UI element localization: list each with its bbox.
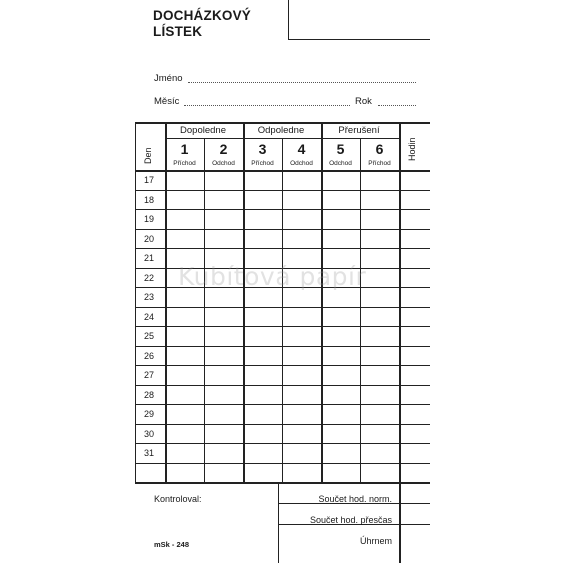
- column-label-5: Odchod: [329, 160, 352, 167]
- group-break: Přerušení: [338, 125, 380, 136]
- year-label: Rok: [355, 96, 372, 107]
- column-number-4: 4: [297, 141, 306, 157]
- group-border: [321, 122, 323, 482]
- column-number-6: 6: [375, 141, 384, 157]
- day-label: 20: [143, 233, 154, 244]
- column-label-4: Odchod: [290, 160, 313, 167]
- column-number-2: 2: [219, 141, 228, 157]
- form-title-line1: DOCHÁZKOVÝ: [153, 8, 252, 23]
- total-label: Úhrnem: [359, 536, 392, 546]
- day-label: 31: [143, 448, 154, 458]
- column-line: [282, 138, 283, 482]
- column-number-3: 3: [258, 141, 267, 157]
- column-label-3: Příchod: [251, 160, 274, 167]
- day-header: Den: [143, 147, 153, 164]
- header-box-bottom-border: [288, 39, 430, 40]
- column-label-2: Odchod: [212, 160, 235, 167]
- column-number-5: 5: [336, 141, 345, 157]
- day-label: 24: [143, 311, 154, 322]
- group-morning: Dopoledne: [180, 125, 226, 136]
- day-label: 30: [143, 428, 154, 439]
- group-afternoon: Odpoledne: [257, 125, 305, 136]
- column-label-6: Příchod: [368, 160, 391, 167]
- day-label: 17: [143, 175, 154, 185]
- name-field[interactable]: [188, 82, 416, 83]
- footer-hours-border: [399, 482, 401, 563]
- year-field[interactable]: [378, 105, 416, 106]
- hours-header: Hodin: [407, 137, 417, 161]
- sum-normal-label: Součet hod. norm.: [318, 494, 392, 504]
- column-label-1: Příchod: [173, 160, 196, 167]
- day-label: 28: [143, 389, 154, 400]
- day-label: 19: [143, 214, 154, 224]
- group-border: [243, 122, 245, 482]
- name-label: Jméno: [154, 73, 183, 84]
- table-top-border: [135, 122, 430, 124]
- day-label: 27: [143, 370, 154, 380]
- day-column-border: [165, 122, 167, 482]
- day-label: 23: [143, 292, 154, 302]
- month-field[interactable]: [184, 105, 350, 106]
- day-label: 18: [143, 194, 154, 205]
- column-line: [360, 138, 361, 482]
- day-label: 26: [143, 350, 154, 361]
- day-label: 21: [143, 253, 154, 263]
- column-number-1: 1: [180, 141, 189, 157]
- header-box-left-border: [288, 0, 289, 40]
- day-label: 29: [143, 409, 154, 419]
- column-line: [204, 138, 205, 482]
- hours-column-border: [399, 122, 401, 482]
- day-label: 25: [143, 331, 154, 341]
- form-code: mSk - 248: [154, 540, 190, 549]
- watermark: Kubítová papír: [178, 262, 367, 291]
- checked-by-label: Kontroloval:: [154, 494, 202, 504]
- month-label: Měsíc: [154, 96, 180, 107]
- footer-divider: [278, 482, 279, 563]
- form-title-line2: LÍSTEK: [153, 24, 203, 39]
- sum-overtime-label: Součet hod. přesčas: [309, 515, 392, 525]
- row-line: [135, 482, 430, 484]
- day-label: 22: [143, 272, 154, 283]
